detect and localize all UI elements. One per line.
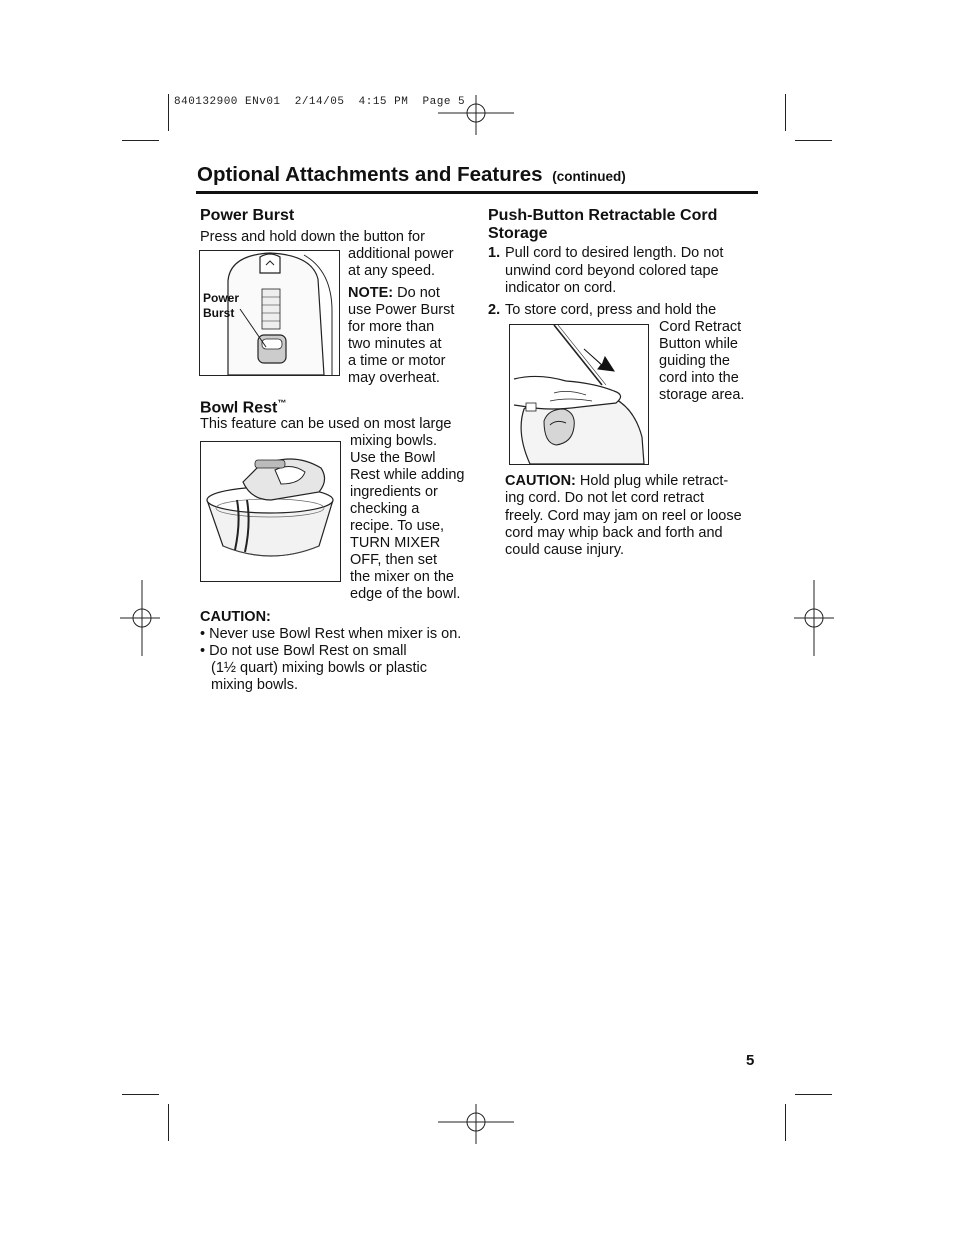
step-2-text: guiding the [659, 353, 730, 369]
registration-mark-left [120, 580, 160, 656]
crop-mark [785, 1104, 786, 1141]
page-title: Optional Attachments and Features (continued) [197, 163, 626, 186]
bowl-rest-text: TURN MIXER [350, 535, 441, 551]
bowl-rest-text: Rest while adding [350, 467, 465, 483]
crop-mark [785, 94, 786, 131]
power-burst-note: use Power Burst [348, 302, 455, 318]
power-burst-text: at any speed. [348, 263, 436, 279]
bowl-rest-text: Use the Bowl [350, 450, 436, 466]
registration-mark-right [794, 580, 834, 656]
fig-label: Power Burst [203, 291, 240, 320]
bowl-rest-bullet: • Do not use Bowl Rest on small [200, 643, 407, 659]
bowl-rest-text: ingredients or [350, 484, 438, 500]
step-2-text: cord into the [659, 370, 739, 386]
page-number: 5 [746, 1052, 755, 1069]
bowl-rest-text: the mixer on the [350, 569, 454, 585]
bowl-rest-text: This feature can be used on most large [200, 416, 452, 432]
cord-storage-heading: Push-Button Retractable Cord Storage [488, 207, 718, 242]
crop-mark [795, 1094, 832, 1095]
bowl-rest-bullet: (1½ quart) mixing bowls or plastic [211, 660, 427, 676]
cord-caution: could cause injury. [505, 542, 625, 558]
step-2-text: Cord Retract [659, 319, 742, 335]
bowl-rest-heading: Bowl Rest™ [200, 398, 287, 417]
bowl-rest-text: recipe. To use, [350, 518, 445, 534]
bowl-rest-bullet: • Never use Bowl Rest when mixer is on. [200, 626, 462, 642]
bowl-rest-text: mixing bowls. [350, 433, 438, 449]
cord-caution: CAUTION: Hold plug while retract- [505, 473, 729, 489]
step-1-text: unwind cord beyond colored tape [505, 263, 719, 279]
crop-mark [168, 94, 169, 131]
step-2-text: To store cord, press and hold the [505, 302, 717, 318]
cord-retract-illustration [509, 324, 649, 465]
bowl-rest-text: checking a [350, 501, 420, 517]
title-rule [196, 191, 758, 194]
cord-caution: freely. Cord may jam on reel or loose [505, 508, 742, 524]
crop-mark [122, 140, 159, 141]
crop-mark [122, 1094, 159, 1095]
trademark: ™ [277, 398, 287, 408]
bowl-rest-caution-label: CAUTION: [200, 609, 271, 625]
bowl-rest-bullet: mixing bowls. [211, 677, 299, 693]
step-1-text: indicator on cord. [505, 280, 617, 296]
power-burst-note: two minutes at [348, 336, 442, 352]
crop-mark [168, 1104, 169, 1141]
registration-mark-bottom [438, 1104, 514, 1144]
step-number: 2. [488, 302, 501, 318]
power-burst-note: a time or motor [348, 353, 446, 369]
bowl-rest-illustration [200, 441, 341, 582]
print-slug: 840132900 ENv01 2/14/05 4:15 PM Page 5 [174, 96, 466, 108]
power-burst-note: may overheat. [348, 370, 440, 386]
power-burst-note: NOTE: Do not [348, 285, 440, 301]
power-burst-text: additional power [348, 246, 454, 262]
cord-caution: cord may whip back and forth and [505, 525, 723, 541]
caution-label: CAUTION: [505, 473, 576, 489]
cord-caution: ing cord. Do not let cord retract [505, 490, 705, 506]
power-burst-note: for more than [348, 319, 435, 335]
power-burst-text: Press and hold down the button for [200, 229, 425, 245]
bowl-rest-text: OFF, then set [350, 552, 438, 568]
step-number: 1. [488, 245, 501, 261]
power-burst-illustration [199, 250, 340, 376]
step-2-text: storage area. [659, 387, 745, 403]
step-1-text: Pull cord to desired length. Do not [505, 245, 724, 261]
title-suffix: (continued) [552, 169, 626, 184]
bowl-rest-text: edge of the bowl. [350, 586, 461, 602]
power-burst-heading: Power Burst [200, 207, 295, 224]
note-label: NOTE: [348, 285, 394, 301]
crop-mark [795, 140, 832, 141]
step-2-text: Button while [659, 336, 738, 352]
